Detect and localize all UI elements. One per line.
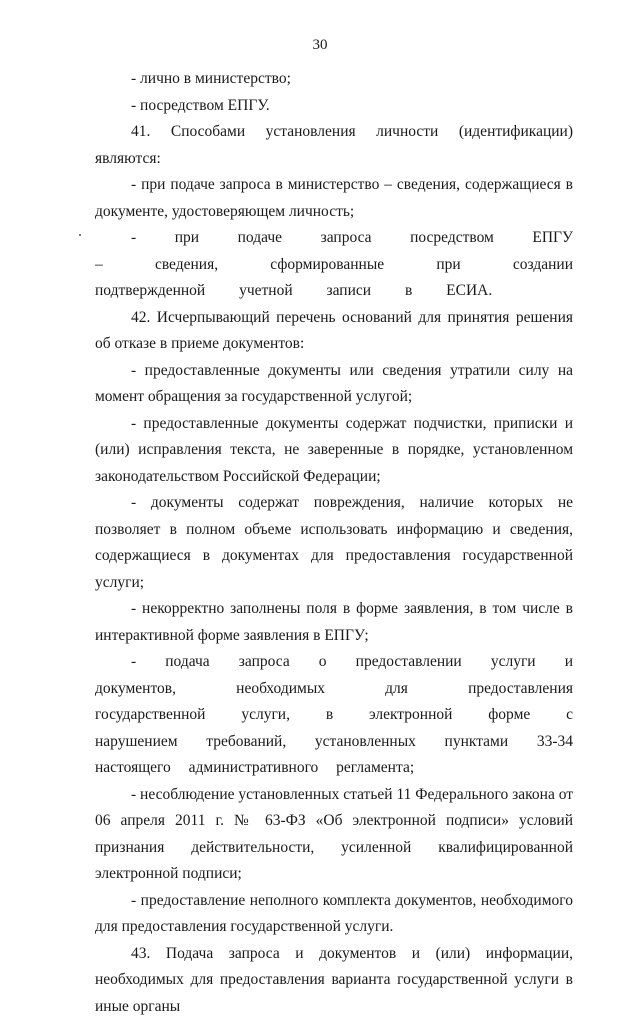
paragraph-list-item: - предоставленные документы или сведения утратили силу на момент обращения за государственной услугой; [95, 358, 573, 411]
paragraph-list-item: - при подаче запроса в министерство – сведения, содержащиеся в документе, удостоверяющем личность; [95, 172, 573, 225]
scan-speck [79, 234, 81, 236]
paragraph-section-42: 42. Исчерпывающий перечень оснований для принятия решения об отказе в приеме документов: [95, 305, 573, 358]
paragraph-list-item: - некорректно заполнены поля в форме заявления, в том числе в интерактивной форме заявления в ЕПГУ; [95, 596, 573, 649]
paragraph-list-item: - предоставление неполного комплекта документов, необходимого для предоставления государственной услуги. [95, 888, 573, 941]
paragraph-list-item: - подача запроса о предоставлении услуги и документов, необходимых для предоставления государственной услуги, в электронной форме с нарушением требований, установленных пунктами 33-34 настоящего административного регламента; [95, 649, 573, 782]
paragraph-section-43: 43. Подача запроса и документов и (или) информации, необходимых для предоставления варианта государственной услуги в иные органы [95, 941, 573, 1020]
paragraph-list-item: - несоблюдение установленных статьей 11 Федерального закона от 06 апреля 2011 г. № 63-ФЗ «Об электронной подписи» условий признания действительности, усиленной квалифицированной электронной подписи; [95, 782, 573, 888]
page-number: 30 [0, 37, 640, 54]
paragraph-list-item: - лично в министерство; [95, 66, 573, 93]
paragraph-list-item: - при подаче запроса посредством ЕПГУ – сведения, сформированные при создании подтвержденной учетной записи в ЕСИА. [95, 225, 573, 305]
paragraph-list-item: - посредством ЕПГУ. [95, 93, 573, 120]
paragraph-section-41: 41. Способами установления личности (идентификации) являются: [95, 119, 573, 172]
paragraph-list-item: - документы содержат повреждения, наличие которых не позволяет в полном объеме использовать информацию и сведения, содержащиеся в документах для предоставления государственной услуги; [95, 490, 573, 596]
paragraph-list-item: - предоставленные документы содержат подчистки, приписки и (или) исправления текста, не заверенные в порядке, установленном законодательством Российской Федерации; [95, 411, 573, 491]
document-body [95, 66, 573, 1020]
